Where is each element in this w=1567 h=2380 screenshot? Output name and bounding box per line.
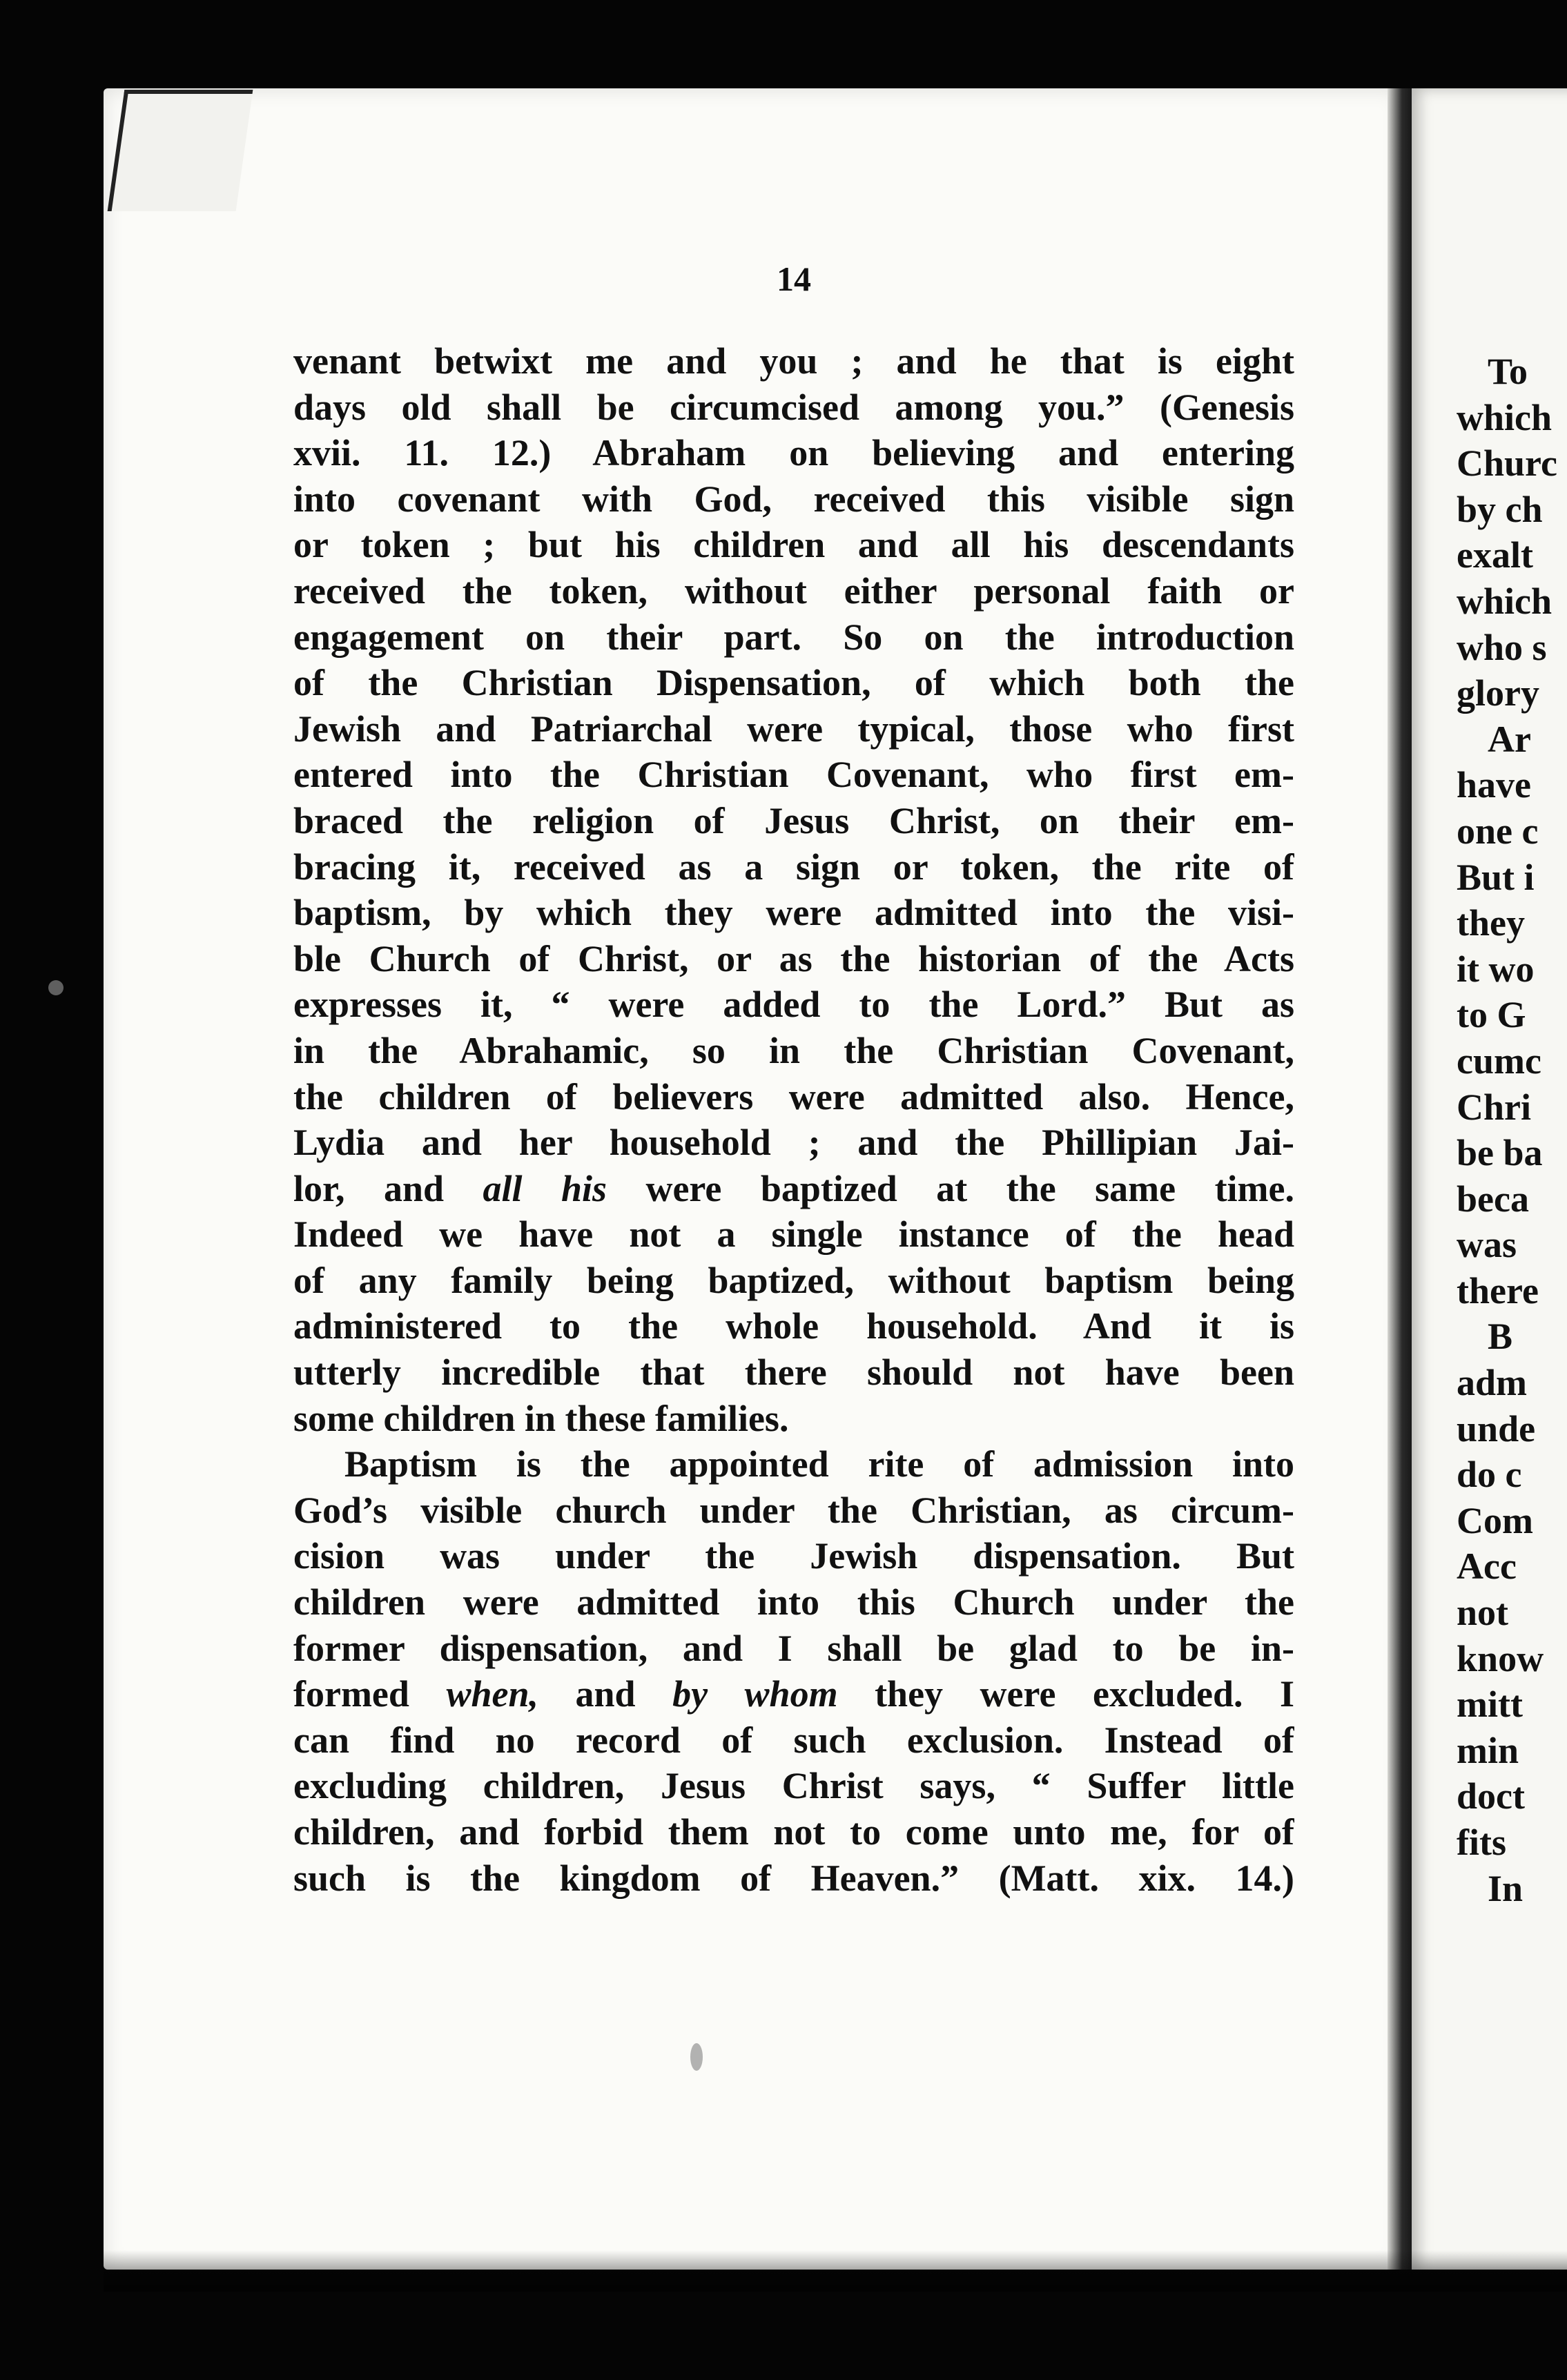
text-line: cumc (1457, 1040, 1541, 1082)
text-line: Churc (1457, 442, 1558, 485)
text-line: be ba (1457, 1132, 1543, 1174)
text-line-with-italic (293, 1671, 1294, 1717)
text-line-with-italic (293, 1166, 1294, 1212)
text-line: ble Church of Christ, or as the historian of the Acts (293, 937, 1294, 979)
text-line: by ch (1457, 488, 1543, 530)
text-run: lor, and (293, 1167, 483, 1209)
text-line: adm (1457, 1362, 1528, 1404)
text-line: doct (1457, 1775, 1525, 1817)
text-line: have (1457, 764, 1531, 806)
text-line: children, and forbid them not to come unto me, for of (293, 1811, 1294, 1853)
paper-speck (48, 980, 64, 995)
text-line: was (1457, 1224, 1517, 1266)
text-line: in the Abrahamic, so in the Christian Covenant, (293, 1029, 1294, 1071)
text-line: exalt (1457, 534, 1533, 576)
text-line: B (1488, 1316, 1513, 1358)
text-line: expresses it, “ were added to the Lord.” But as (293, 984, 1294, 1026)
page-number: 14 (777, 260, 811, 298)
page-bottom-shadow (104, 2250, 1567, 2292)
text-line: the children of believers were admitted also. Hence, (293, 1075, 1294, 1118)
italic-run: when, (446, 1673, 538, 1715)
text-line: some children in these families. (293, 1397, 789, 1439)
text-line: of the Christian Dispensation, of which both the (293, 662, 1294, 704)
text-line: or token ; but his children and all his descendants (293, 524, 1294, 566)
text-line: who s (1457, 626, 1547, 668)
text-line: God’s visible church under the Christian, as circum- (293, 1489, 1294, 1531)
text-line: But i (1457, 856, 1535, 898)
text-line: to G (1457, 994, 1526, 1036)
text-line: Indeed we have not a single instance of the head (293, 1213, 1294, 1256)
folded-corner (108, 90, 253, 211)
text-line: know (1457, 1637, 1544, 1679)
text-run: formed (293, 1673, 447, 1715)
left-page-text (293, 338, 1294, 1901)
italic-run: all his (483, 1167, 607, 1209)
text-run: and (538, 1673, 673, 1715)
text-line: do c (1457, 1454, 1522, 1496)
right-page-text-fragment (1457, 349, 1567, 1911)
text-line: fits (1457, 1822, 1506, 1863)
text-line: one c (1457, 810, 1539, 852)
italic-run: by whom (672, 1673, 838, 1715)
text-line: In (1488, 1867, 1524, 1909)
text-line: beca (1457, 1178, 1529, 1220)
text-line: not (1457, 1592, 1509, 1634)
paper-speck (690, 2043, 703, 2071)
text-line: Lydia and her household ; and the Phillipian Jai- (293, 1122, 1294, 1164)
text-line: baptism, by which they were admitted into the visi- (293, 892, 1294, 934)
paragraph-first-line: Baptism is the appointed rite of admission into (344, 1443, 1294, 1485)
text-line: mitt (1457, 1684, 1523, 1726)
text-run: were baptized at the same time. (607, 1167, 1294, 1209)
text-line: bracing it, received as a sign or token, the rite of (293, 846, 1294, 888)
text-line: Chri (1457, 1086, 1531, 1128)
text-line: administered to the whole household. And it is (293, 1305, 1294, 1347)
text-line: days old shall be circumcised among you.” (Genesis (293, 386, 1294, 428)
text-line: entered into the Christian Covenant, who first em- (293, 754, 1294, 796)
text-line: venant betwixt me and you ; and he that is eight (293, 340, 1294, 382)
text-line: braced the religion of Jesus Christ, on their em- (293, 799, 1294, 841)
text-line: Jewish and Patriarchal were typical, those who first (293, 708, 1294, 750)
text-line: children were admitted into this Church under the (293, 1581, 1294, 1623)
text-line: unde (1457, 1407, 1536, 1450)
text-line: To (1488, 351, 1528, 392)
text-line: there (1457, 1269, 1539, 1311)
text-line: Com (1457, 1499, 1533, 1541)
text-line: excluding children, Jesus Christ says, “ Suffer little (293, 1765, 1294, 1807)
text-line: which (1457, 580, 1553, 622)
text-line: it wo (1457, 948, 1535, 990)
text-line: xvii. 11. 12.) Abraham on believing and entering (293, 432, 1294, 474)
text-line: Ar (1488, 718, 1531, 760)
text-line: which (1457, 396, 1553, 438)
text-line: glory (1457, 672, 1539, 714)
text-line: can find no record of such exclusion. Instead of (293, 1719, 1294, 1761)
text-line: received the token, without either personal faith or (293, 569, 1294, 612)
book-gutter (1388, 88, 1414, 2270)
text-line: of any family being baptized, without baptism being (293, 1259, 1294, 1301)
text-line: min (1457, 1729, 1519, 1771)
text-line: into covenant with God, received this visible sign (293, 478, 1294, 520)
text-line: such is the kingdom of Heaven.” (Matt. xix. 14.) (293, 1857, 1294, 1899)
text-line: former dispensation, and I shall be glad to be in- (293, 1627, 1294, 1669)
text-line: they (1457, 902, 1525, 944)
text-line: cision was under the Jewish dispensation. But (293, 1535, 1294, 1577)
text-run: they were excluded. I (837, 1673, 1294, 1715)
text-line: utterly incredible that there should not have been (293, 1352, 1294, 1394)
text-line: engagement on their part. So on the introduction (293, 616, 1294, 658)
text-line: Acc (1457, 1545, 1517, 1588)
